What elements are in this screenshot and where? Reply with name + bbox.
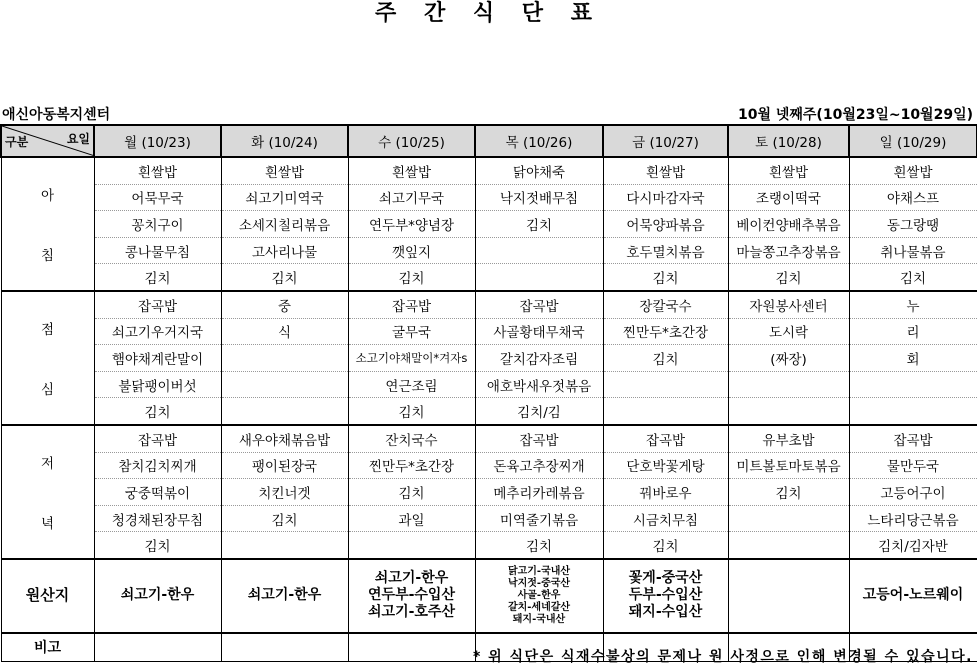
menu-cell: 중	[221, 291, 348, 318]
origin-cell	[475, 559, 603, 633]
breakfast-row	[1, 264, 977, 291]
menu-cell: 흰쌀밥	[221, 157, 348, 184]
origin-line: 닭고기-국내산	[507, 565, 571, 577]
meal-label-bottom: 녁	[40, 515, 55, 532]
menu-cell	[221, 532, 348, 559]
menu-cell	[603, 371, 728, 398]
menu-cell: 도시락	[728, 318, 849, 345]
menu-cell	[475, 264, 603, 291]
dinner-row	[1, 479, 977, 506]
menu-cell: 야채스프	[849, 184, 977, 211]
day-header: 금 (10/27)	[603, 125, 728, 157]
menu-cell: 유부초밥	[728, 425, 849, 452]
menu-cell: 장칼국수	[603, 291, 728, 318]
menu-cell	[348, 532, 475, 559]
menu-cell: 쇠고기무국	[348, 184, 475, 211]
origin-line: 꽃게-중국산	[628, 570, 703, 587]
menu-cell: 조랭이떡국	[728, 184, 849, 211]
menu-cell: 콩나물무침	[94, 237, 221, 264]
page-title: 주 간 식 단 표	[375, 1, 602, 26]
menu-cell: 어묵무국	[94, 184, 221, 211]
menu-cell: 호두멸치볶음	[603, 237, 728, 264]
menu-cell: 김치	[348, 398, 475, 425]
remarks-cell	[221, 633, 348, 662]
menu-cell: 김치	[728, 479, 849, 506]
menu-cell	[849, 371, 977, 398]
origin-cell	[348, 559, 475, 633]
origin-line: 두부-수입산	[628, 587, 703, 604]
day-header: 토 (10/28)	[728, 125, 849, 157]
menu-cell: 회	[849, 345, 977, 372]
remarks-cell	[348, 633, 475, 662]
corner-label-category: 구분	[5, 135, 29, 149]
menu-cell	[728, 398, 849, 425]
dinner-row	[1, 425, 977, 452]
menu-cell: 소고기야채말이*겨자s	[348, 345, 475, 372]
meal-label-top: 저	[40, 455, 55, 472]
menu-cell: 잡곡밥	[849, 425, 977, 452]
menu-cell: 김치	[849, 264, 977, 291]
menu-cell: 닭야채죽	[475, 157, 603, 184]
menu-cell: 메추리카레볶음	[475, 479, 603, 506]
origin-cell	[728, 559, 849, 633]
menu-cell: 시금치무침	[603, 505, 728, 532]
origin-line: 돼지-수입산	[628, 604, 703, 621]
menu-cell: 깻잎지	[348, 237, 475, 264]
menu-cell: 연두부*양념장	[348, 211, 475, 238]
lunch-row	[1, 291, 977, 318]
menu-cell: 물만두국	[849, 452, 977, 479]
menu-cell: 리	[849, 318, 977, 345]
remarks-label: 비고	[1, 633, 94, 662]
menu-cell	[221, 345, 348, 372]
menu-cell: 잡곡밥	[603, 425, 728, 452]
menu-cell: 궁중떡볶이	[94, 479, 221, 506]
menu-cell: 애호박새우젓볶음	[475, 371, 603, 398]
menu-cell: (짜장)	[728, 345, 849, 372]
day-header: 화 (10/24)	[221, 125, 348, 157]
menu-cell	[728, 532, 849, 559]
menu-cell: 사골황태무채국	[475, 318, 603, 345]
origin-line: 쇠고기-한우	[247, 587, 322, 604]
menu-cell: 찐만두*초간장	[348, 452, 475, 479]
origin-line: 갈치-세네갈산	[507, 601, 571, 613]
menu-cell: 소세지칠리볶음	[221, 211, 348, 238]
menu-cell: 김치	[348, 479, 475, 506]
menu-cell: 김치	[728, 264, 849, 291]
origin-cell	[221, 559, 348, 633]
breakfast-row	[1, 237, 977, 264]
week-range: 10월 넷째주(10월23일~10월29일)	[737, 107, 973, 123]
dinner-row	[1, 532, 977, 559]
day-header: 목 (10/26)	[475, 125, 603, 157]
origin-line: 돼지-국내산	[512, 613, 566, 625]
weekly-menu-table	[0, 124, 977, 662]
menu-cell: 연근조림	[348, 371, 475, 398]
menu-cell: 어묵양파볶음	[603, 211, 728, 238]
origin-cell	[849, 559, 977, 633]
breakfast-row	[1, 184, 977, 211]
menu-cell: 꽁치구이	[94, 211, 221, 238]
menu-cell: 김치	[603, 532, 728, 559]
menu-cell	[603, 398, 728, 425]
menu-cell: 과일	[348, 505, 475, 532]
menu-cell: 잡곡밥	[475, 291, 603, 318]
meal-label-top: 아	[40, 187, 55, 204]
menu-cell: 흰쌀밥	[348, 157, 475, 184]
menu-cell	[849, 398, 977, 425]
menu-cell: 팽이된장국	[221, 452, 348, 479]
menu-cell: 낙지젓배무침	[475, 184, 603, 211]
menu-cell: 김치/김	[475, 398, 603, 425]
meal-label-top: 점	[40, 321, 55, 338]
origin-row	[1, 559, 977, 633]
menu-cell: 김치	[603, 345, 728, 372]
corner-label-day: 요일	[66, 132, 90, 146]
menu-cell: 김치/김자반	[849, 532, 977, 559]
meal-label-bottom: 심	[40, 381, 55, 398]
lunch-row	[1, 345, 977, 372]
menu-cell: 잡곡밥	[94, 291, 221, 318]
meal-label-bottom: 침	[40, 247, 55, 264]
menu-cell: 고등어구이	[849, 479, 977, 506]
dinner-row	[1, 505, 977, 532]
breakfast-row	[1, 211, 977, 238]
origin-cell	[603, 559, 728, 633]
menu-cell: 김치	[475, 211, 603, 238]
menu-cell: 동그랑땡	[849, 211, 977, 238]
menu-cell: 꿔바로우	[603, 479, 728, 506]
origin-line: 쇠고기-한우	[374, 570, 449, 587]
origin-line: 낙지젓-중국산	[507, 577, 571, 589]
day-header: 월 (10/23)	[94, 125, 221, 157]
origin-line: 사골-한우	[517, 589, 561, 601]
menu-cell: 치킨너겟	[221, 479, 348, 506]
origin-cell	[94, 559, 221, 633]
menu-cell: 참치김치찌개	[94, 452, 221, 479]
menu-cell	[728, 371, 849, 398]
origin-label: 원산지	[1, 559, 94, 633]
menu-cell: 쇠고기미역국	[221, 184, 348, 211]
origin-line: 쇠고기-한우	[120, 587, 195, 604]
menu-cell: 굴무국	[348, 318, 475, 345]
menu-cell: 김치	[94, 532, 221, 559]
menu-cell: 식	[221, 318, 348, 345]
menu-cell: 잔치국수	[348, 425, 475, 452]
breakfast-row	[1, 157, 977, 184]
menu-cell: 흰쌀밥	[728, 157, 849, 184]
menu-cell: 마늘쫑고추장볶음	[728, 237, 849, 264]
menu-cell: 쇠고기우거지국	[94, 318, 221, 345]
menu-cell: 김치	[94, 398, 221, 425]
menu-cell: 김치	[603, 264, 728, 291]
menu-cell: 느타리당근볶음	[849, 505, 977, 532]
remarks-cell	[94, 633, 221, 662]
lunch-label	[1, 291, 94, 425]
menu-cell: 찐만두*초간장	[603, 318, 728, 345]
organization-name: 애신아동복지센터	[2, 107, 111, 123]
origin-line: 쇠고기-호주산	[368, 604, 455, 621]
menu-cell: 돈육고추장찌개	[475, 452, 603, 479]
menu-cell	[728, 505, 849, 532]
menu-cell: 다시마감자국	[603, 184, 728, 211]
day-header: 일 (10/29)	[849, 125, 977, 157]
lunch-row	[1, 318, 977, 345]
menu-cell: 김치	[348, 264, 475, 291]
menu-cell: 흰쌀밥	[849, 157, 977, 184]
footer-note: * 위 식단은 식재수불상의 문제나 원 사정으로 인해 변경될 수 있습니다.	[472, 649, 973, 665]
menu-cell: 새우야채볶음밥	[221, 425, 348, 452]
menu-cell	[221, 398, 348, 425]
menu-cell: 잡곡밥	[348, 291, 475, 318]
menu-cell: 베이컨양배추볶음	[728, 211, 849, 238]
menu-cell: 단호박꽃게탕	[603, 452, 728, 479]
menu-cell: 잡곡밥	[475, 425, 603, 452]
menu-cell: 누	[849, 291, 977, 318]
menu-cell: 흰쌀밥	[94, 157, 221, 184]
corner-cell	[1, 125, 94, 157]
origin-line: 연두부-수입산	[368, 587, 455, 604]
menu-cell: 갈치감자조림	[475, 345, 603, 372]
menu-cell: 흰쌀밥	[603, 157, 728, 184]
header-row	[1, 125, 977, 157]
menu-cell: 햄야채계란말이	[94, 345, 221, 372]
menu-cell: 취나물볶음	[849, 237, 977, 264]
dinner-label	[1, 425, 94, 559]
menu-cell	[475, 237, 603, 264]
menu-cell: 김치	[94, 264, 221, 291]
menu-cell: 청경채된장무침	[94, 505, 221, 532]
menu-cell: 잡곡밥	[94, 425, 221, 452]
menu-cell: 김치	[221, 505, 348, 532]
menu-cell: 김치	[475, 532, 603, 559]
dinner-row	[1, 452, 977, 479]
menu-cell: 미트볼토마토볶음	[728, 452, 849, 479]
menu-cell: 자원봉사센터	[728, 291, 849, 318]
menu-cell: 불닭팽이버섯	[94, 371, 221, 398]
origin-line: 고등어-노르웨이	[862, 587, 964, 604]
menu-cell: 미역줄기볶음	[475, 505, 603, 532]
lunch-row	[1, 398, 977, 425]
menu-cell: 고사리나물	[221, 237, 348, 264]
breakfast-label	[1, 157, 94, 291]
day-header: 수 (10/25)	[348, 125, 475, 157]
menu-cell: 김치	[221, 264, 348, 291]
menu-cell	[221, 371, 348, 398]
lunch-row	[1, 371, 977, 398]
